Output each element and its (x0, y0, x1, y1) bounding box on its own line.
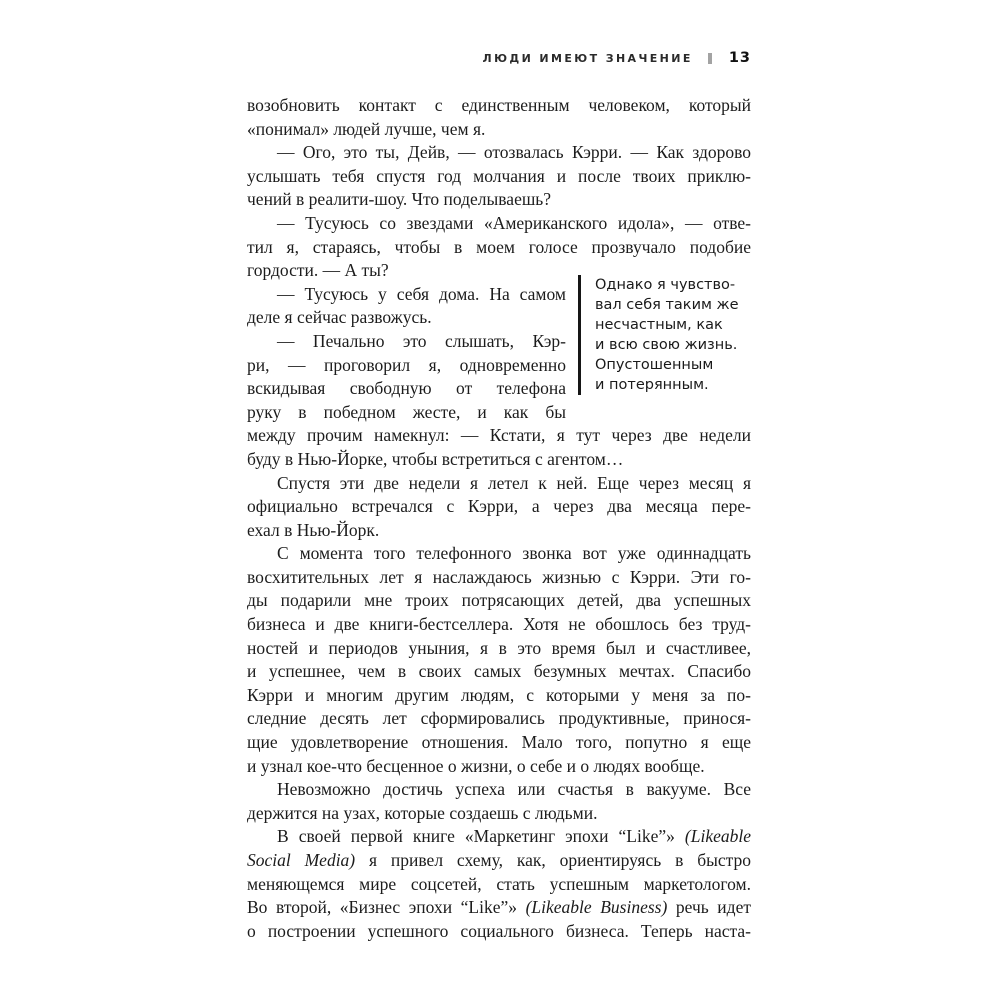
text-segment: тил я, стараясь, чтобы в моем голосе прозвучало подобие (247, 236, 751, 257)
text-line (247, 637, 751, 661)
text-line (247, 188, 751, 212)
text-line (247, 519, 751, 543)
text-line (247, 707, 751, 731)
header-separator-bar (708, 53, 712, 64)
text-line (247, 566, 751, 590)
text-segment: — Тусуюсь у себя дома. На самом (277, 283, 566, 304)
paragraph (247, 141, 751, 212)
paragraph (247, 825, 751, 943)
text-line (247, 495, 751, 519)
pull-quote-line: и потерянным. (595, 376, 709, 393)
text-segment: — Ого, это ты, Дейв, — отозвалась Кэрри. — Как здорово (277, 142, 751, 163)
pull-quote-line: Опустошенным (595, 356, 714, 373)
italic-text: (Likeable (684, 826, 751, 847)
text-segment: гордости. — А ты? (247, 260, 389, 281)
text-segment: ри, — проговорил я, одновременно (247, 354, 566, 375)
text-segment: Невозможно достичь успеха или счастья в вакууме. Все (277, 779, 751, 800)
running-title: ЛЮДИ ИМЕЮТ ЗНАЧЕНИЕ (482, 51, 693, 65)
paragraph (247, 542, 751, 778)
italic-text: Social Media) (247, 850, 356, 870)
text-line (247, 613, 751, 637)
pull-quote-text (595, 275, 751, 395)
text-segment: ды подарили мне троих потрясающих детей, два успешных (247, 590, 751, 611)
text-line (247, 94, 751, 118)
body-text (247, 94, 751, 943)
text-segment: Кэрри и многим другим людям, с которыми у меня за по- (247, 684, 751, 705)
text-segment: щие удовлетворение отношения. Мало того, попутно я еще (247, 732, 751, 753)
text-segment: — Печально это слышать, Кэр- (277, 330, 566, 351)
text-segment: восхитительных лет я наслаждаюсь жизнью с Кэрри. Эти го- (247, 566, 751, 587)
text-line (247, 660, 751, 684)
text-line (247, 165, 751, 189)
pull-quote-line: вал себя таким же (595, 296, 739, 313)
text-segment: и узнал кое-что бесценное о жизни, о себе и о людях вообще. (247, 755, 705, 776)
paragraph (247, 94, 751, 141)
text-line (247, 778, 751, 802)
text-segment: чений в реалити-шоу. Что поделываешь? (247, 189, 552, 210)
pull-quote-line: Однако я чувство- (595, 276, 736, 293)
text-line (247, 236, 751, 260)
text-segment: я привел схему, как, ориентируясь в быстро (355, 850, 751, 870)
text-segment: между прочим намекнул: — Кстати, я тут через две недели (247, 425, 751, 446)
text-segment: возобновить контакт с единственным человеком, который (247, 95, 751, 115)
text-segment: С момента того телефонного звонка вот уже одиннадцать (277, 543, 751, 564)
paragraph (247, 778, 751, 825)
text-line (247, 802, 751, 826)
text-line (247, 448, 751, 472)
running-header (247, 50, 751, 66)
text-line (247, 731, 751, 755)
text-segment: о построении успешного социального бизнеса. Теперь наста- (247, 920, 751, 941)
paragraph (247, 472, 751, 543)
text-segment: бизнеса и две книги-бестселлера. Хотя не обошлось без труд- (247, 614, 751, 635)
text-segment: услышать тебя спустя год молчания и после твоих приклю- (247, 165, 751, 186)
text-segment: руку в победном жесте, и как бы (247, 401, 566, 422)
text-line (247, 896, 751, 920)
text-segment: держится на узах, которые создаешь с людьми. (247, 802, 598, 823)
text-line (247, 141, 751, 165)
text-line (247, 542, 751, 566)
pull-quote (578, 275, 751, 395)
text-segment: деле я сейчас развожусь. (247, 307, 432, 328)
text-segment: В своей первой книге «Маркетинг эпохи “Like”» (277, 826, 685, 847)
text-segment: следние десять лет сформировались продуктивные, принося- (247, 708, 751, 729)
text-line (247, 589, 751, 613)
text-line (247, 684, 751, 708)
text-segment: «понимал» людей лучше, чем я. (247, 118, 486, 139)
text-segment: официально встречался с Кэрри, а через два месяца пере- (247, 496, 751, 517)
text-line (247, 920, 751, 944)
text-segment: Во второй, «Бизнес эпохи “Like”» (247, 897, 526, 918)
text-segment: буду в Нью-Йорке, чтобы встретиться с агентом… (247, 448, 624, 469)
text-segment: вскидывая свободную от телефона (247, 378, 566, 399)
text-line (247, 401, 751, 425)
text-segment: Спустя эти две недели я летел к ней. Еще через месяц я (277, 472, 751, 493)
pull-quote-line: и всю свою жизнь. (595, 336, 738, 353)
text-line (247, 424, 751, 448)
text-segment: меняющемся мире соцсетей, стать успешным маркетологом. (247, 873, 751, 894)
text-line (247, 825, 751, 849)
italic-text: (Likeable Business) (525, 897, 668, 918)
page-number: 13 (728, 50, 751, 66)
text-line (247, 118, 751, 142)
text-segment: — Тусуюсь со звездами «Американского идола», — отве- (277, 212, 751, 233)
pull-quote-line: несчастным, как (595, 316, 723, 333)
text-line (247, 873, 751, 897)
text-segment: и успешнее, чем в своих самых безумных мечтах. Спасибо (247, 661, 751, 682)
text-line (247, 755, 751, 779)
paragraph (247, 212, 751, 283)
text-line (247, 212, 751, 236)
text-line (247, 849, 751, 873)
text-segment: ностей и периодов уныния, я в это время был и счастливее, (247, 637, 751, 658)
text-segment: речь идет (667, 897, 751, 918)
text-line (247, 472, 751, 496)
text-segment: ехал в Нью-Йорк. (247, 519, 380, 540)
